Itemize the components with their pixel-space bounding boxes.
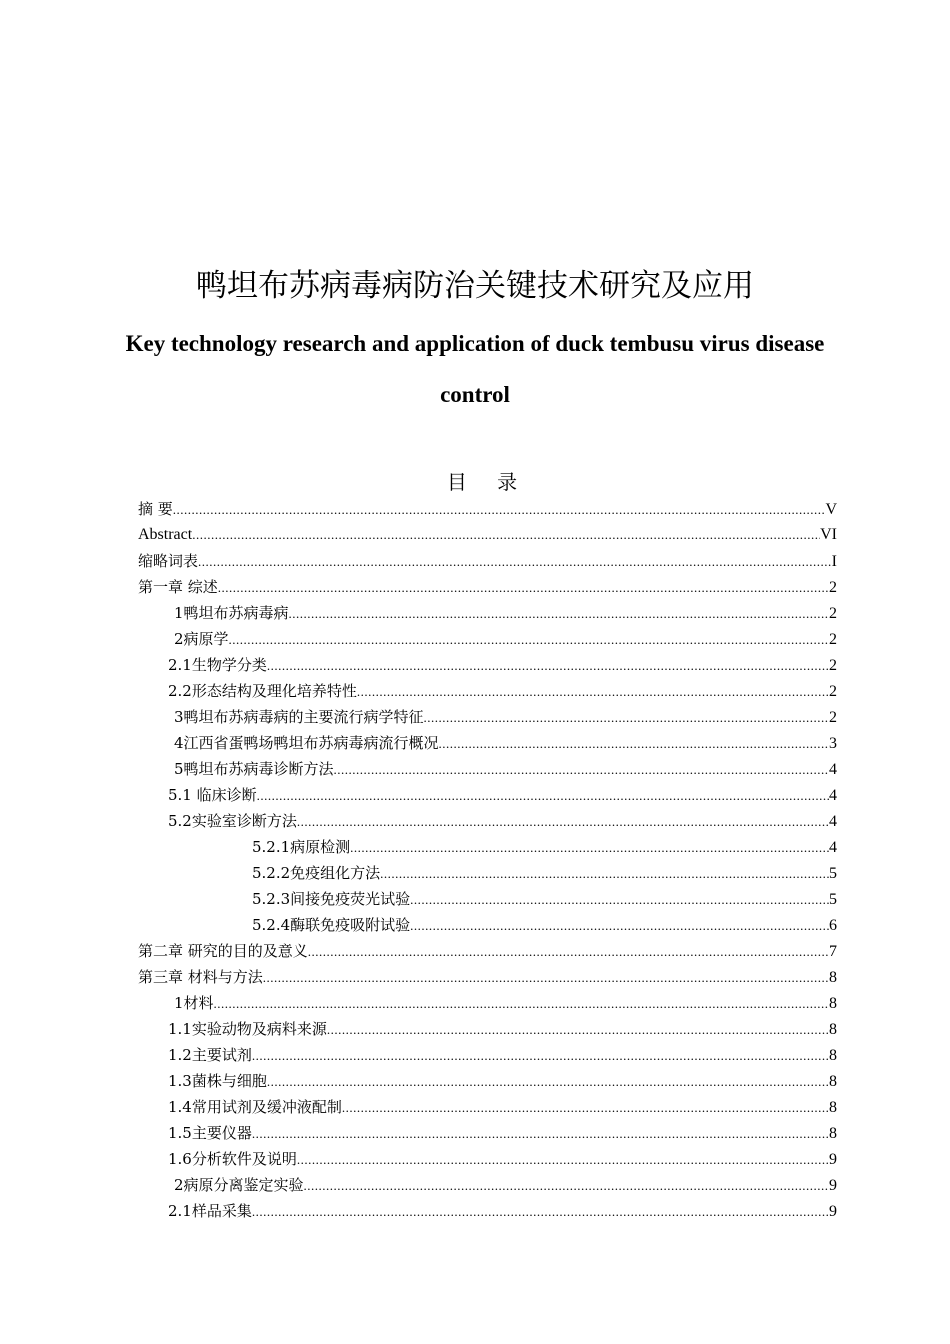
toc-leader-dots bbox=[439, 731, 829, 757]
toc-entry-page: 9 bbox=[829, 1203, 837, 1220]
toc-entry[interactable] bbox=[138, 990, 837, 1016]
toc-entry[interactable] bbox=[138, 1068, 837, 1094]
toc-entry-label: 1.3菌株与细胞 bbox=[168, 1072, 267, 1090]
toc-entry[interactable] bbox=[138, 1198, 837, 1224]
toc-leader-dots bbox=[297, 809, 829, 835]
toc-entry[interactable] bbox=[138, 912, 837, 938]
toc-entry-page: 2 bbox=[829, 579, 837, 596]
toc-leader-dots bbox=[229, 627, 829, 653]
toc-entry[interactable] bbox=[138, 548, 837, 574]
toc-entry-page: 8 bbox=[829, 1099, 837, 1116]
toc-entry-page: 2 bbox=[829, 657, 837, 674]
toc-entry-label: 5.2.3间接免疫荧光试验 bbox=[252, 890, 411, 908]
toc-entry[interactable] bbox=[138, 1120, 837, 1146]
toc-entry-label: 2病原分离鉴定实验 bbox=[174, 1176, 304, 1194]
toc-entry-page: 5 bbox=[829, 891, 837, 908]
toc-entry-label: 4江西省蛋鸭场鸭坦布苏病毒病流行概况 bbox=[174, 734, 439, 752]
toc-entry-label: 3鸭坦布苏病毒病的主要流行病学特征 bbox=[174, 708, 424, 726]
toc-entry-label: 第三章 材料与方法 bbox=[138, 968, 263, 986]
toc-entry[interactable] bbox=[138, 782, 837, 808]
toc-entry-page: 8 bbox=[829, 1021, 837, 1038]
toc-entry-label: 5.1 临床诊断 bbox=[168, 786, 257, 804]
toc-entry-page: V bbox=[825, 501, 837, 518]
toc-entry-label: 1.6分析软件及说明 bbox=[168, 1150, 297, 1168]
toc-entry-page: 2 bbox=[829, 605, 837, 622]
toc-entry-label: Abstract bbox=[138, 526, 193, 543]
toc-leader-dots bbox=[308, 939, 829, 965]
toc-entry-page: 3 bbox=[829, 735, 837, 752]
toc-leader-dots bbox=[192, 522, 820, 548]
toc-leader-dots bbox=[173, 497, 826, 523]
toc-entry-label: 5.2.1病原检测 bbox=[252, 838, 351, 856]
toc-entry[interactable] bbox=[138, 704, 837, 730]
toc-leader-dots bbox=[334, 757, 829, 783]
toc-entry-label: 5鸭坦布苏病毒诊断方法 bbox=[174, 760, 334, 778]
toc-entry[interactable] bbox=[138, 860, 837, 886]
toc-entry-label: 第一章 综述 bbox=[138, 578, 218, 596]
toc-entry[interactable] bbox=[138, 834, 837, 860]
toc-leader-dots bbox=[424, 705, 829, 731]
toc-leader-dots bbox=[327, 1017, 829, 1043]
toc-entry[interactable] bbox=[138, 886, 837, 912]
toc-entry-label: 缩略词表 bbox=[138, 552, 199, 570]
toc-entry[interactable] bbox=[138, 1172, 837, 1198]
toc-leader-dots bbox=[267, 653, 829, 679]
toc-entry[interactable] bbox=[138, 964, 837, 990]
toc-entry-label: 2.2形态结构及理化培养特性 bbox=[168, 682, 357, 700]
toc-leader-dots bbox=[297, 1147, 829, 1173]
toc-leader-dots bbox=[257, 783, 829, 809]
toc-leader-dots bbox=[252, 1121, 829, 1147]
toc-leader-dots bbox=[380, 861, 829, 887]
toc-entry-page: 8 bbox=[829, 969, 837, 986]
toc-entry[interactable] bbox=[138, 652, 837, 678]
toc-entry-label: 第二章 研究的目的及意义 bbox=[138, 942, 308, 960]
toc-entry-page: 8 bbox=[829, 995, 837, 1012]
toc-entry-label: 1.1实验动物及病料来源 bbox=[168, 1020, 327, 1038]
toc-entry[interactable] bbox=[138, 678, 837, 704]
document-title-chinese: 鸭坦布苏病毒病防治关键技术研究及应用 bbox=[196, 268, 754, 304]
toc-entry-page: 6 bbox=[829, 917, 837, 934]
toc-entry-page: 4 bbox=[829, 813, 837, 830]
toc-entry-label: 1材料 bbox=[174, 994, 214, 1012]
document-title-english: Key technology research and application of duck tembusu virus disease control bbox=[125, 331, 825, 407]
toc-entry[interactable] bbox=[138, 1094, 837, 1120]
toc-entry[interactable] bbox=[138, 522, 837, 548]
toc-entry-label: 2.1样品采集 bbox=[168, 1202, 252, 1220]
toc-entry[interactable] bbox=[138, 1016, 837, 1042]
toc-entry-label: 5.2实验室诊断方法 bbox=[168, 812, 297, 830]
toc-entry-label: 1.2主要试剂 bbox=[168, 1046, 252, 1064]
toc-entry-page: 8 bbox=[829, 1125, 837, 1142]
toc-entry[interactable] bbox=[138, 574, 837, 600]
toc-entry[interactable] bbox=[138, 600, 837, 626]
toc-entry-label: 1.4常用试剂及缓冲液配制 bbox=[168, 1098, 342, 1116]
toc-entry-page: 8 bbox=[829, 1047, 837, 1064]
toc-entry-label: 2病原学 bbox=[174, 630, 229, 648]
toc-leader-dots bbox=[304, 1173, 829, 1199]
toc-entry[interactable] bbox=[138, 496, 837, 522]
toc-entry-label: 摘 要 bbox=[138, 500, 173, 518]
toc-entry-page: 7 bbox=[829, 943, 837, 960]
toc-entry-label: 1鸭坦布苏病毒病 bbox=[174, 604, 289, 622]
toc-entry[interactable] bbox=[138, 1146, 837, 1172]
toc-entry[interactable] bbox=[138, 1042, 837, 1068]
toc-leader-dots bbox=[252, 1199, 829, 1225]
toc-leader-dots bbox=[342, 1095, 829, 1121]
toc-entry-label: 2.1生物学分类 bbox=[168, 656, 267, 674]
toc-entry-page: 2 bbox=[829, 709, 837, 726]
toc-entry[interactable] bbox=[138, 626, 837, 652]
toc-leader-dots bbox=[218, 575, 829, 601]
toc-entry-page: 2 bbox=[829, 683, 837, 700]
toc-entry[interactable] bbox=[138, 730, 837, 756]
toc-entry-page: I bbox=[831, 553, 837, 570]
toc-leader-dots bbox=[289, 601, 829, 627]
toc-entry[interactable] bbox=[138, 756, 837, 782]
toc-leader-dots bbox=[214, 991, 829, 1017]
toc-entry-page: 8 bbox=[829, 1073, 837, 1090]
toc-entry-page: 4 bbox=[829, 761, 837, 778]
toc-leader-dots bbox=[267, 1069, 829, 1095]
toc-entry-page: 4 bbox=[829, 839, 837, 856]
toc-leader-dots bbox=[198, 549, 832, 575]
toc-leader-dots bbox=[350, 835, 829, 861]
toc-entry-label: 1.5主要仪器 bbox=[168, 1124, 252, 1142]
table-of-contents bbox=[138, 496, 837, 1224]
toc-leader-dots bbox=[357, 679, 829, 705]
toc-heading: 目 录 bbox=[446, 470, 530, 494]
toc-leader-dots bbox=[410, 913, 829, 939]
toc-entry[interactable] bbox=[138, 808, 837, 834]
toc-entry-page: 9 bbox=[829, 1151, 837, 1168]
toc-entry-page: 4 bbox=[829, 787, 837, 804]
toc-leader-dots bbox=[263, 965, 829, 991]
toc-entry-label: 5.2.4酶联免疫吸附试验 bbox=[252, 916, 411, 934]
toc-entry-page: 9 bbox=[829, 1177, 837, 1194]
toc-leader-dots bbox=[252, 1043, 829, 1069]
toc-leader-dots bbox=[410, 887, 829, 913]
toc-entry-label: 5.2.2免疫组化方法 bbox=[252, 864, 381, 882]
toc-entry[interactable] bbox=[138, 938, 837, 964]
toc-entry-page: 5 bbox=[829, 865, 837, 882]
toc-entry-page: 2 bbox=[829, 631, 837, 648]
toc-entry-page: VI bbox=[820, 526, 837, 543]
